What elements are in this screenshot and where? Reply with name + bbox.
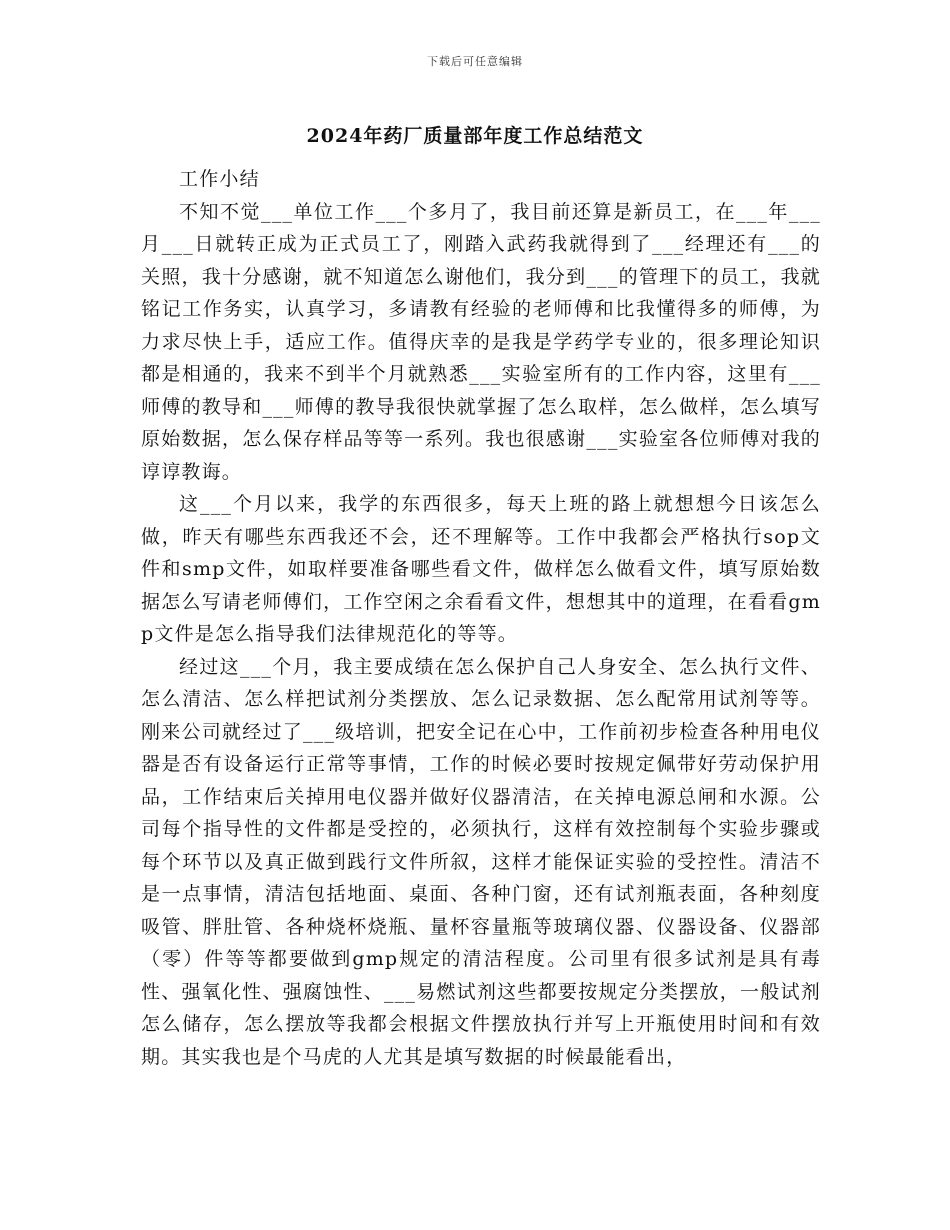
header-note: 下载后可任意编辑 bbox=[427, 55, 523, 68]
section-heading: 工作小结 bbox=[179, 168, 260, 190]
paragraph: 经过这___个月，我主要成绩在怎么保护自己人身安全、怎么执行文件、怎么清洁、怎么样把试剂分类摆放、怎么记录数据、怎么配常用试剂等等。刚来公司就经过了___级培训，把安全记在心中，工作前初步检查各种用电仪器是否有设备运行正常等事情，工作的时候必要时按规定佩带好劳动保护用品，工作结束后关掉用电仪器并做好仪器清洁，在关掉电源总闸和水源。公司每个指导性的文件都是受控的，必须执行，这样有效控制每个实验步骤或每个环节以及真正做到践行文件所叙，这样才能保证实验的受控性。清洁不是一点事情，清洁包括地面、桌面、各种门窗，还有试剂瓶表面，各种刻度吸管、胖肚管、各种烧杯烧瓶、量杯容量瓶等玻璃仪器、仪器设备、仪器部（零）件等等都要做到gmp规定的清洁程度。公司里有很多试剂是具有毒性、强氧化性、强腐蚀性、___易燃试剂这些都要按规定分类摆放，一般试剂怎么储存，怎么摆放等我都会根据文件摆放执行并写上开瓶使用时间和有效期。其实我也是个马虎的人尤其是填写数据的时候最能看出， bbox=[141, 655, 821, 1068]
document-body bbox=[141, 163, 821, 1073]
paragraph: 不知不觉___单位工作___个多月了，我目前还算是新员工，在___年___月___日就转正成为正式员工了，刚踏入武药我就得到了___经理还有___的关照，我十分感谢，就不知道怎么谢他们，我分到___的管理下的员工，我就铭记工作务实，认真学习，多请教有经验的老师傅和比我懂得多的师傅，为力求尽快上手，适应工作。值得庆幸的是我是学药学专业的，很多理论知识都是相通的，我来不到半个月就熟悉___实验室所有的工作内容，这里有___师傅的教导和___师傅的教导我很快就掌握了怎么取样，怎么做样，怎么填写原始数据，怎么保存样品等等一系列。我也很感谢___实验室各位师傅对我的谆谆教诲。 bbox=[141, 200, 821, 483]
paragraph: 这___个月以来，我学的东西很多，每天上班的路上就想想今日该怎么做，昨天有哪些东西我还不会，还不理解等。工作中我都会严格执行sop文件和smp文件，如取样要准备哪些看文件，做样怎么做看文件，填写原始数据怎么写请老师傅们，工作空闲之余看看文件，想想其中的道理，在看看gmp文件是怎么指导我们法律规范化的等等。 bbox=[141, 493, 821, 645]
document-title: 2024年药厂质量部年度工作总结范文 bbox=[306, 125, 644, 147]
